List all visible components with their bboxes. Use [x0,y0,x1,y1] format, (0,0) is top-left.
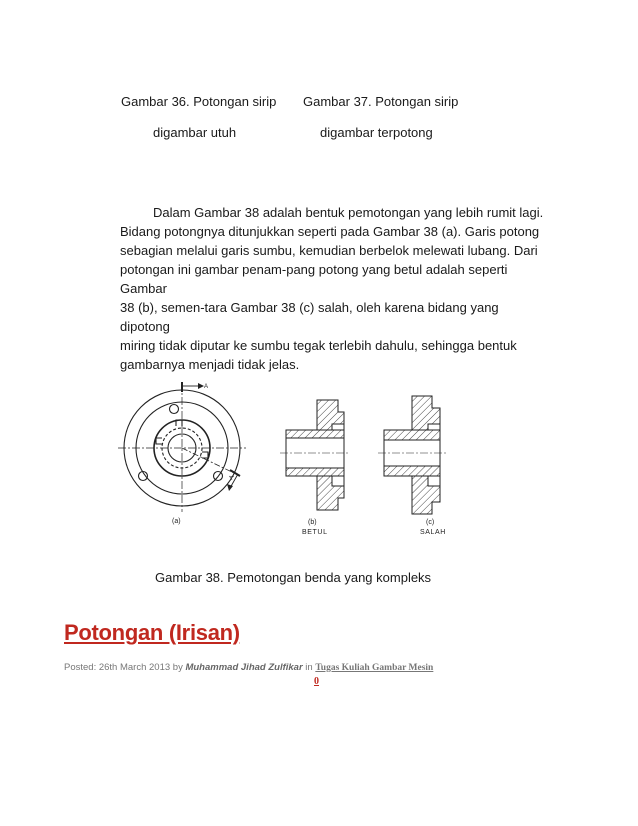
in-text: in [302,662,316,673]
fig36-caption-line1: Gambar 36. Potongan sirip [121,94,277,109]
paragraph-line: miring tidak diputar ke sumbu tegak terlebih dahulu, sehingga bentuk [120,338,517,353]
figure-38-drawing [110,378,470,548]
label-c-salah: SALAH [420,529,446,536]
body-paragraph [120,203,550,374]
category-link[interactable]: Tugas Kuliah Gambar Mesin [315,663,434,673]
paragraph-line: gambarnya menjadi tidak jelas. [120,357,300,372]
view-c-section-salah [378,396,446,514]
view-a-front [118,382,246,512]
section-letter-side: A [228,474,236,481]
label-b: (b) [308,519,317,526]
paragraph-line: Dalam Gambar 38 adalah bentuk pemotongan yang lebih rumit lagi. [153,205,544,220]
fig37-caption-line2: digambar terpotong [320,125,433,140]
view-b-section-betul [280,400,350,510]
posted-date: Posted: 26th March 2013 by [64,662,186,673]
figure-38-caption: Gambar 38. Pemotongan benda yang kompleks [155,570,432,585]
fig37-caption-line1: Gambar 37. Potongan sirip [303,94,459,109]
comment-count-link[interactable]: 0 [314,676,319,687]
paragraph-line: 38 (b), semen-tara Gambar 38 (c) salah, oleh karena bidang yang dipotong [120,300,499,334]
label-b-betul: BETUL [302,529,328,536]
label-a: (a) [172,518,181,525]
section-letter-top: A [204,384,209,390]
post-meta [64,662,433,673]
label-c: (c) [426,519,435,526]
paragraph-line: sebagian melalui garis sumbu, kemudian berbelok melewati lubang. Dari [120,243,538,258]
author-name: Muhammad Jihad Zulfikar [185,662,303,673]
fig36-caption-line2: digambar utuh [153,125,237,140]
paragraph-line: Bidang potongnya ditunjukkan seperti pada Gambar 38 (a). Garis potong [120,224,540,239]
post-title-link[interactable]: Potongan (Irisan) [64,620,240,645]
paragraph-line: potongan ini gambar penam-pang potong yang betul adalah seperti Gambar [120,262,508,296]
